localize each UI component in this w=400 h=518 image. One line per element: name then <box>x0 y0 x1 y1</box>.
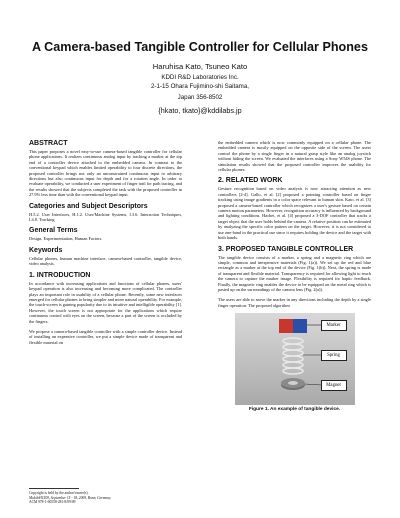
tangible-device-figure <box>235 313 355 405</box>
copyright-line-3: ACM 978-1-60558-281-8/09/09 <box>29 500 76 505</box>
magnet-ring <box>281 378 305 390</box>
author-address-line2: Japan 356-8502 <box>177 94 223 101</box>
keywords-text: Cellular phones, human machine interface, camera-based controller, tangible device, video analysis. <box>29 255 182 267</box>
general-terms-text: Design, Experimentation, Human Factors. <box>29 236 103 242</box>
right-column <box>218 140 371 412</box>
keywords-heading: Keywords <box>29 246 63 254</box>
figure-label-magnet: Magnet <box>321 380 347 391</box>
marker-blue-rect <box>293 319 307 333</box>
introduction-heading: 1. INTRODUCTION <box>29 271 91 279</box>
author-address-line1: 2-1-15 Ohara Fujimino-shi Saitama, <box>150 83 249 90</box>
copyright-block <box>29 488 182 505</box>
copyright-divider <box>29 488 79 489</box>
related-work-heading: 2. RELATED WORK <box>218 177 283 185</box>
introduction-paragraph-2: We propose a camera-based tangible controller with a simple controller device. Instead of installing an expensive controller, we put a simple device made of transparent and flexible material on <box>29 328 182 345</box>
figure-label-marker: Marker <box>321 320 347 331</box>
figure-label-spring: Spring <box>321 350 347 361</box>
figure-caption: Figure 1. An example of tangible device. <box>248 407 341 413</box>
marker-red-rect <box>279 319 293 333</box>
left-column <box>29 140 182 350</box>
categories-text: H.5.2. User Interfaces, H.1.2. User/Machine Systems, I.3.6. Interaction Techniques, I.4.8. Tracking <box>29 211 182 223</box>
introduction-paragraph-1: In accordance with increasing applications and functions of cellular phones, users' keypad operation is also increasing and becoming more complicated. The controller plays an important role in usability of a cellular phone. Recently, some new interfaces emerged for cellular phones to bring simpler and more natural operability. For example, the touch-screen is gaining popularity due to its intuitive and intelligible operability [1]. However, the touch screen is not appropriate for the applications which require continuous control with eyes on the screen, because a part of the screen is occluded by the fingers. <box>29 280 182 324</box>
copyright-line-2: MobileHCI09, September 15 - 18, 2009, Bonn, Germany. <box>29 495 112 500</box>
proposed-paragraph-2: The users are able to move the marker in any directions including the depth by a single finger operation. The proposed algorithm <box>218 297 371 308</box>
abstract-heading: ABSTRACT <box>29 140 68 147</box>
abstract-text: This paper proposes a novel easy-to-use camera-based tangible controller for cellular phone applications. It realizes continuous analog input by tracking a marker at the top end of a controller device attached to the embedded camera. In contrast to the conventional keypad which enables limited operability to four discrete directions, the proposed controller brings not only an unconstrained continuous input to arbitrary directions but also continuous input for depth and for a rotation angle. In order to evaluate operability, we conducted a user experiment of finger trail for path tracing, and the results showed that the subjects completed the task with the proposed controller in 27.9% less time than with the conventional keypad input. <box>29 149 182 198</box>
copyright-line-1: Copyright is held by the author/owner(s). <box>29 491 89 495</box>
author-email: {hkato, tkato}@kddilabs.jp <box>158 106 242 115</box>
author-affiliation: KDDI R&D Laboratories Inc. <box>161 74 239 81</box>
paper-title: A Camera-based Tangible Controller for Cellular Phones <box>32 40 368 54</box>
proposed-paragraph-1: The tangible device consists of a marker, a spring and a magnetic ring which are simple, common and inexpensive materials (Fig. 1(a)). We set up the red and blue rectangle as a marker at the top end of the device (Fig. 1(b)). Next, the spring is made of transparent and flexible material. Transparency is required for allowing light to reach the camera to capture the marker image. Flexibility is required for haptic feedback. Finally, the magnetic ring enables the device to be equipped on the metal ring which is pasted up on the surroundings of the camera lens (Fig. 2(a)). <box>218 254 371 292</box>
related-work-text: Gesture recognition based on video analysis is now attracting attention as new controllers [2-4]. Gallo, et al. [2] proposed a pointing controller based on finger tracking using image gradients in a color space relevant to human skin. Kato, et al. [3] proposed a camera-based controller which recognizes a user's gesture based on certain camera motion parameters. However, recognition accuracy is influenced by background and lighting conditions. Hachet, et al. [4] proposed a 3-DOF controller that tracks a target object that the user holds behind the camera. A relative position can be estimated by analyzing the specific color pattern on the target. However, it is not considered to use one-hand in the practical use since it requires holding the device and the target with both hands. <box>218 186 371 241</box>
categories-heading: Categories and Subject Descriptors <box>29 202 148 210</box>
author-names: Haruhisa Kato, Tsuneo Kato <box>152 62 248 71</box>
general-terms-heading: General Terms <box>29 227 78 235</box>
spring-coil <box>283 338 303 374</box>
continued-paragraph: the embedded camera which is now commonly equipped on a cellular phone. The embedded camera is mostly equipped on the opposite side of the screen. The users control the phone by a single finger in a natural grasp style like an analog joystick without hiding the screen. We evaluated the interfaces using a Sony W54S phone. The simulation results showed that the proposed controller improves the usability for cellular phones. <box>218 140 371 173</box>
proposed-controller-heading: 3. PROPOSED TANGIBLE CONTROLLER <box>218 245 354 253</box>
